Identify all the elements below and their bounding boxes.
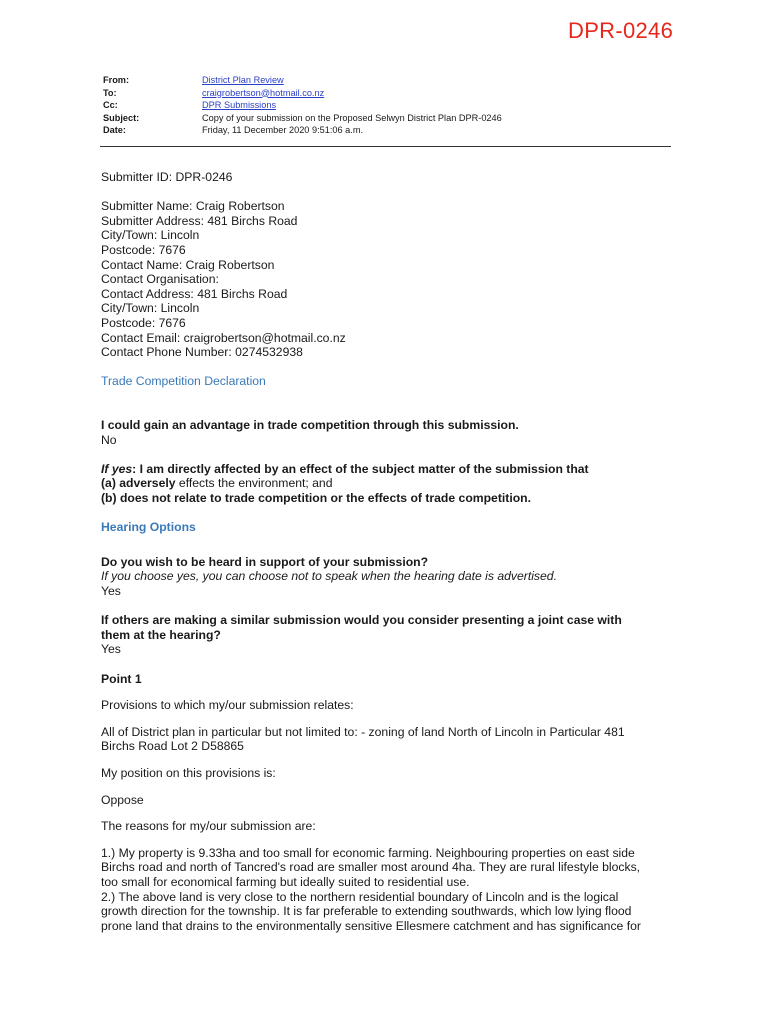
if-yes-prefix: If yes xyxy=(101,461,133,476)
reasons-text xyxy=(101,846,671,934)
hearing-q1-answer: Yes xyxy=(101,584,121,599)
subject-value: Copy of your submission on the Proposed Selwyn District Plan DPR-0246 xyxy=(202,112,502,123)
hearing-q2-answer: Yes xyxy=(101,642,121,657)
contact-city: City/Town: Lincoln xyxy=(101,301,200,316)
hearing-q1-block xyxy=(101,555,671,599)
point-a-rest: effects the environment; and xyxy=(175,476,333,491)
contact-address: Contact Address: 481 Birchs Road xyxy=(101,286,288,301)
header-cc-row xyxy=(103,99,671,112)
header-from-row xyxy=(103,74,671,87)
header-subject-row xyxy=(103,112,671,125)
reasons-label: The reasons for my/our submission are: xyxy=(101,819,316,834)
submitter-name: Submitter Name: Craig Robertson xyxy=(101,199,285,214)
provisions-label: Provisions to which my/our submission relates: xyxy=(101,698,354,713)
trade-competition-heading: Trade Competition Declaration xyxy=(101,374,266,389)
point-a-line xyxy=(101,476,671,491)
if-yes-line xyxy=(101,462,671,477)
reasons-line-3: too small for economical farming but ideally suited to residential use. xyxy=(101,874,470,889)
header-to-row xyxy=(103,87,671,100)
cc-label: Cc: xyxy=(103,100,118,111)
trade-question: I could gain an advantage in trade competition through this submission. xyxy=(101,418,519,433)
hearing-q2-line1: If others are making a similar submission would you consider presenting a joint case with xyxy=(101,613,622,628)
position-value: Oppose xyxy=(101,792,144,807)
provisions-line-1: All of District plan in particular but not limited to: - zoning of land North of Lincoln in Particular 481 xyxy=(101,724,625,739)
contact-phone: Contact Phone Number: 0274532938 xyxy=(101,345,303,360)
submitter-postcode: Postcode: 7676 xyxy=(101,242,186,257)
provisions-line-2: Birchs Road Lot 2 D58865 xyxy=(101,739,244,754)
trade-if-yes-block xyxy=(101,462,671,506)
hearing-q1: Do you wish to be heard in support of your submission? xyxy=(101,554,429,569)
reasons-line-1: 1.) My property is 9.33ha and too small for economic farming. Neighbouring properties on east side xyxy=(101,845,635,860)
point-a-prefix: (a) adversely xyxy=(101,476,176,491)
provisions-text xyxy=(101,725,671,754)
document-id-stamp: DPR-0246 xyxy=(568,18,674,43)
reasons-line-4: 2.) The above land is very close to the northern residential boundary of Lincoln and is the logical xyxy=(101,889,619,904)
submitter-details xyxy=(101,199,671,360)
reasons-line-2: Birchs road and north of Tancred's road are smaller most around 4ha. They are rural lifestyle blocks, xyxy=(101,860,641,875)
from-link[interactable]: District Plan Review xyxy=(202,75,284,85)
hearing-options-heading: Hearing Options xyxy=(101,520,196,535)
email-header xyxy=(103,74,671,137)
reasons-line-6: prone land that drains to the environmentally sensitive Ellesmere catchment and has significance for xyxy=(101,918,641,933)
submitter-city: City/Town: Lincoln xyxy=(101,228,200,243)
hearing-q2-line2: them at the hearing? xyxy=(101,627,221,642)
to-link[interactable]: craigrobertson@hotmail.co.nz xyxy=(202,87,325,98)
submission-body xyxy=(101,170,671,933)
submitter-address: Submitter Address: 481 Birchs Road xyxy=(101,213,298,228)
point-title: Point 1 xyxy=(101,671,142,686)
to-label: To: xyxy=(103,87,117,98)
from-label: From: xyxy=(103,75,130,85)
date-value: Friday, 11 December 2020 9:51:06 a.m. xyxy=(202,125,364,136)
contact-postcode: Postcode: 7676 xyxy=(101,315,186,330)
contact-email: Contact Email: craigrobertson@hotmail.co.nz xyxy=(101,330,346,345)
date-label: Date: xyxy=(103,125,126,136)
header-date-row xyxy=(103,124,671,137)
hearing-q1-note: If you choose yes, you can choose not to speak when the hearing date is advertised. xyxy=(101,569,557,584)
position-label: My position on this provisions is: xyxy=(101,765,276,780)
contact-organisation: Contact Organisation: xyxy=(101,272,219,287)
contact-name: Contact Name: Craig Robertson xyxy=(101,257,275,272)
reasons-line-5: growth direction for the township. It is far preferable to extending southwards, which low lying flood xyxy=(101,904,632,919)
cc-link[interactable]: DPR Submissions xyxy=(202,100,277,111)
submitter-id: Submitter ID: DPR-0246 xyxy=(101,170,233,184)
hearing-q2-block xyxy=(101,613,671,657)
trade-answer: No xyxy=(101,432,117,447)
if-yes-rest: : I am directly affected by an effect of the subject matter of the submission that xyxy=(132,461,589,476)
subject-label: Subject: xyxy=(103,112,140,123)
header-divider xyxy=(100,146,671,147)
point-b-line: (b) does not relate to trade competition or the effects of trade competition. xyxy=(101,491,531,506)
